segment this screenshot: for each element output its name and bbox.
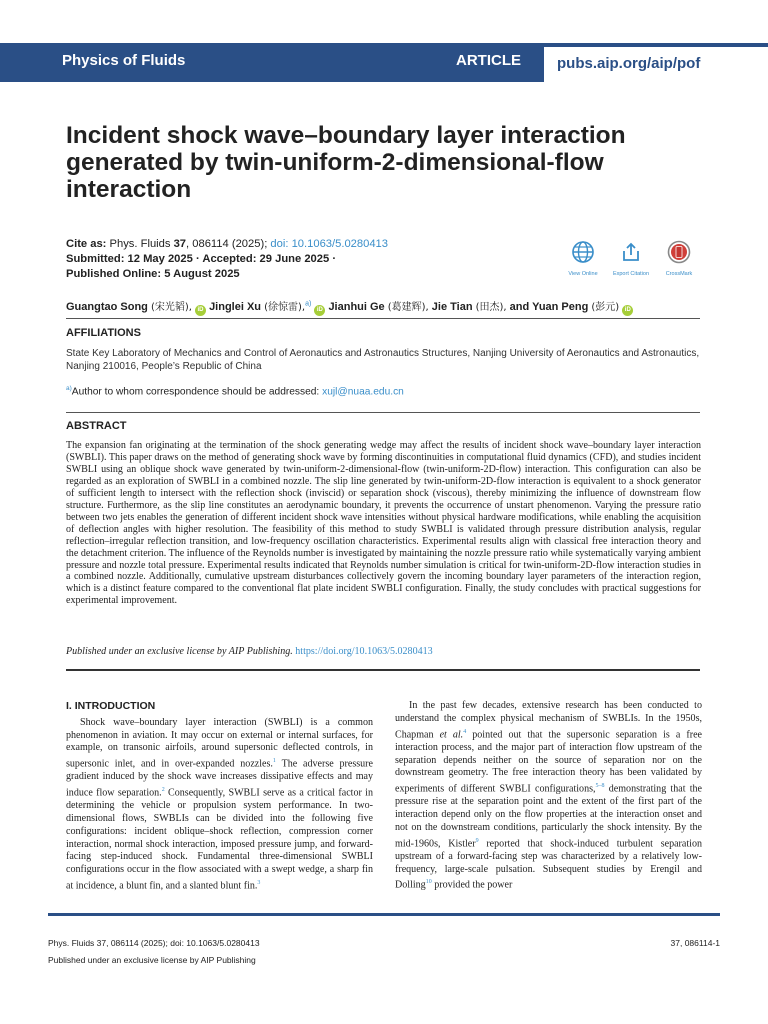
intro-text: In the past few decades, extensive research has been conducted to understand the complex physical mechanism of SWBLIs. In the 1950s, Chapman <box>395 700 702 740</box>
reference-link[interactable]: 1 <box>272 758 276 765</box>
correspondence-note <box>66 385 404 397</box>
crossmark-label: CrossMark <box>665 271 693 277</box>
license-text: Published under an exclusive license by AIP Publishing. <box>66 646 293 657</box>
reference-link[interactable]: 10 <box>425 879 432 886</box>
license-doi-link[interactable]: https://doi.org/10.1063/5.0280413 <box>295 646 433 657</box>
export-citation-label: Export Citation <box>612 271 650 277</box>
intro-text: provided the power <box>431 879 513 891</box>
divider <box>66 412 700 413</box>
divider <box>66 318 700 319</box>
author-list <box>66 298 633 316</box>
intro-text: Consequently, SWBLI serve as a critical factor in determining the vehicle or propulsion system performance. In two-dimensional flows, SWBLIs can be divided into the following five configurations: incident oblique–shock reflection, compression corner interaction, normal shock interaction, imposed pressure jump, and forward-facing step-induced shock. Fundamental three-dimensional SWBLI configurations occur in the flow associated with a swept wedge, a sharp fin at incidence, a blunt fin, and a slanted blunt fin. <box>66 787 373 892</box>
intro-text: Shock wave–boundary layer interaction (SWBLI) is a common phenomenon in aviation. It may occur on external or internal surfaces, for example, on transonic airfoils, around supersonic deflected controls, in supersonic inlet, and in over-expanded nozzles. <box>66 716 373 770</box>
author-chinese-name: (徐惊雷), <box>264 302 306 313</box>
author-chinese-name: (田杰), <box>475 302 507 313</box>
view-online-button[interactable] <box>560 240 606 277</box>
journal-name[interactable]: Physics of Fluids <box>62 52 186 69</box>
reference-link[interactable]: 3 <box>257 880 261 887</box>
author-chinese-name: (宋光韬), <box>150 302 192 313</box>
article-type: ARTICLE <box>456 52 521 69</box>
reference-link[interactable]: 2 <box>161 787 165 794</box>
intro-heading: I. INTRODUCTION <box>66 700 156 712</box>
abstract-text: The expansion fan originating at the termination of the shock generating wedge may affect the results of incident shock wave–boundary layer interaction (SWBLI). This paper draws on the method of generating shock wave by forming discontinuities in computational fluid dynamics (CFD), and studies incident SWBLI using an oblique shock wave generated by twin-uniform-2-dimensional-flow (twin-uniform-2D-flow) interaction. This configuration can also be regarded as an exploration of SWBLI in a combined nozzle. The slip line generated by twin-uniform-2D-flow interaction is equivalent to a shock generator of sufficient length to intersect with the reflection shock (inviscid) or separation shock (viscous), thereby minimizing the influence of downstream flow structure. Furthermore, as the slip line constitutes an aerodynamic boundary, it prevents the occurrence of unstart phenomenon. Varying the pressure ratio between two jets enables the generation of different incident shock wave intensities without physical hardware modifications, while enabling the acquisition of deflection angles with higher resolution. The feasibility of this method to study SWBLI is validated through pressure distribution analysis, regular reflection–irregular reflection transition, and low-frequency oscillation characteristics. Experimental results align with classical free interaction theory and the detachment criterion. The influence of the Reynolds number is investigated by maintaining the nozzle pressure ratio while systematically varying ambient pressure and nozzle total pressure. Experimental results indicated that Reynolds number simulation is critical for twin-uniform-2D-flow interaction studies in a combined nozzle. Additionally, cumulative upstream disturbances collectively govern the incoming boundary layer parameters of the interaction region, which is a distinct feature compared to the conventional flat plate incident SWBLI configuration. Finally, the study concludes with practical suggestions for experimental improvement. <box>66 440 701 607</box>
globe-icon <box>571 240 595 264</box>
reference-link[interactable]: 4 <box>463 728 467 735</box>
intro-text: pointed out that the supersonic separation is a free interaction process, and the major part of interaction flow upstream of the separation depends neither on the source of separation nor on the downstream geometry. The free interaction theory has been validated by experiments of different SWBLI configurations, <box>395 728 702 795</box>
author-conjunction: and <box>509 301 530 313</box>
author-name[interactable]: Jinglei Xu <box>209 301 262 313</box>
footer-page-number: 37, 086114-1 <box>670 938 720 948</box>
cite-label: Cite as: <box>66 238 107 250</box>
export-citation-button[interactable] <box>608 240 654 277</box>
footer-rule <box>48 913 720 916</box>
cite-pages: , 086114 (2025); <box>186 238 268 250</box>
reference-link[interactable]: 5–8 <box>595 783 605 790</box>
section-divider <box>66 669 700 671</box>
intro-paragraph <box>395 700 702 893</box>
author-name[interactable]: Jie Tian <box>431 301 473 313</box>
intro-text: reported that shock-induced turbulent separation upstream of a forward-facing step was characterized by a relatively low-frequency, large-scale pulsation. Subsequent studies by Erengil and Dolling <box>395 838 702 891</box>
author-name[interactable]: Yuan Peng <box>532 301 589 313</box>
author-chinese-name: (葛建辉), <box>387 302 429 313</box>
cite-doi-link[interactable]: doi: 10.1063/5.0280413 <box>270 238 388 250</box>
author-chinese-name: (彭元) <box>591 302 620 313</box>
orcid-icon[interactable]: iD <box>195 305 206 316</box>
view-online-label: View Online <box>568 271 598 277</box>
corresponding-author-mark[interactable]: a) <box>305 300 312 308</box>
affiliations-heading: AFFILIATIONS <box>66 327 141 339</box>
reference-link[interactable]: 9 <box>475 837 479 844</box>
intro-text: demonstrating that the pressure rise at the separation point and the extent of the first part of the interaction depend only on the flow properties at the interaction onset and not on the downstream conditions, particularly the shock intensity. By the mid-1960s, Kistler <box>395 783 702 849</box>
crossmark-icon <box>667 240 691 264</box>
footer-license: Published under an exclusive license by AIP Publishing <box>48 955 256 965</box>
correspondence-email-link[interactable]: xujl@nuaa.edu.cn <box>322 386 404 398</box>
intro-column-left <box>66 700 373 893</box>
intro-paragraph <box>66 717 373 893</box>
author-name[interactable]: Jianhui Ge <box>328 301 385 313</box>
affiliation-text: State Key Laboratory of Mechanics and Control of Aeronautics and Astronautics Structures, Nanjing University of Aeronautics and Astronautics, Nanjing 210016, People’s Republic of China <box>66 348 700 372</box>
orcid-icon[interactable]: iD <box>314 305 325 316</box>
footer-citation: Phys. Fluids 37, 086114 (2025); doi: 10.1063/5.0280413 <box>48 938 260 948</box>
et-al-text: et al. <box>439 728 464 740</box>
submission-dates: Submitted: 12 May 2025 · Accepted: 29 June 2025 · <box>66 253 337 265</box>
author-name[interactable]: Guangtao Song <box>66 301 148 313</box>
paper-title: Incident shock wave–boundary layer interaction generated by twin-uniform-2-dimensional-flow interaction <box>66 122 626 203</box>
journal-url-link[interactable]: pubs.aip.org/aip/pof <box>557 55 701 72</box>
correspondence-label: Author to whom correspondence should be addressed: <box>71 386 320 398</box>
cite-journal: Phys. Fluids <box>109 238 171 250</box>
intro-text: The adverse pressure gradient induced by the shock wave increases dissipative effects and may induce flow separation. <box>66 758 373 799</box>
orcid-icon[interactable]: iD <box>622 305 633 316</box>
article-tools <box>560 240 700 280</box>
license-statement <box>66 646 433 657</box>
citation-block <box>66 237 388 282</box>
corresponding-mark: a) <box>66 385 72 392</box>
abstract-heading: ABSTRACT <box>66 420 127 432</box>
published-date: Published Online: 5 August 2025 <box>66 268 240 280</box>
cite-volume: 37 <box>173 238 187 250</box>
export-icon <box>619 240 643 264</box>
intro-column-right <box>395 700 702 893</box>
crossmark-button[interactable] <box>656 240 702 277</box>
